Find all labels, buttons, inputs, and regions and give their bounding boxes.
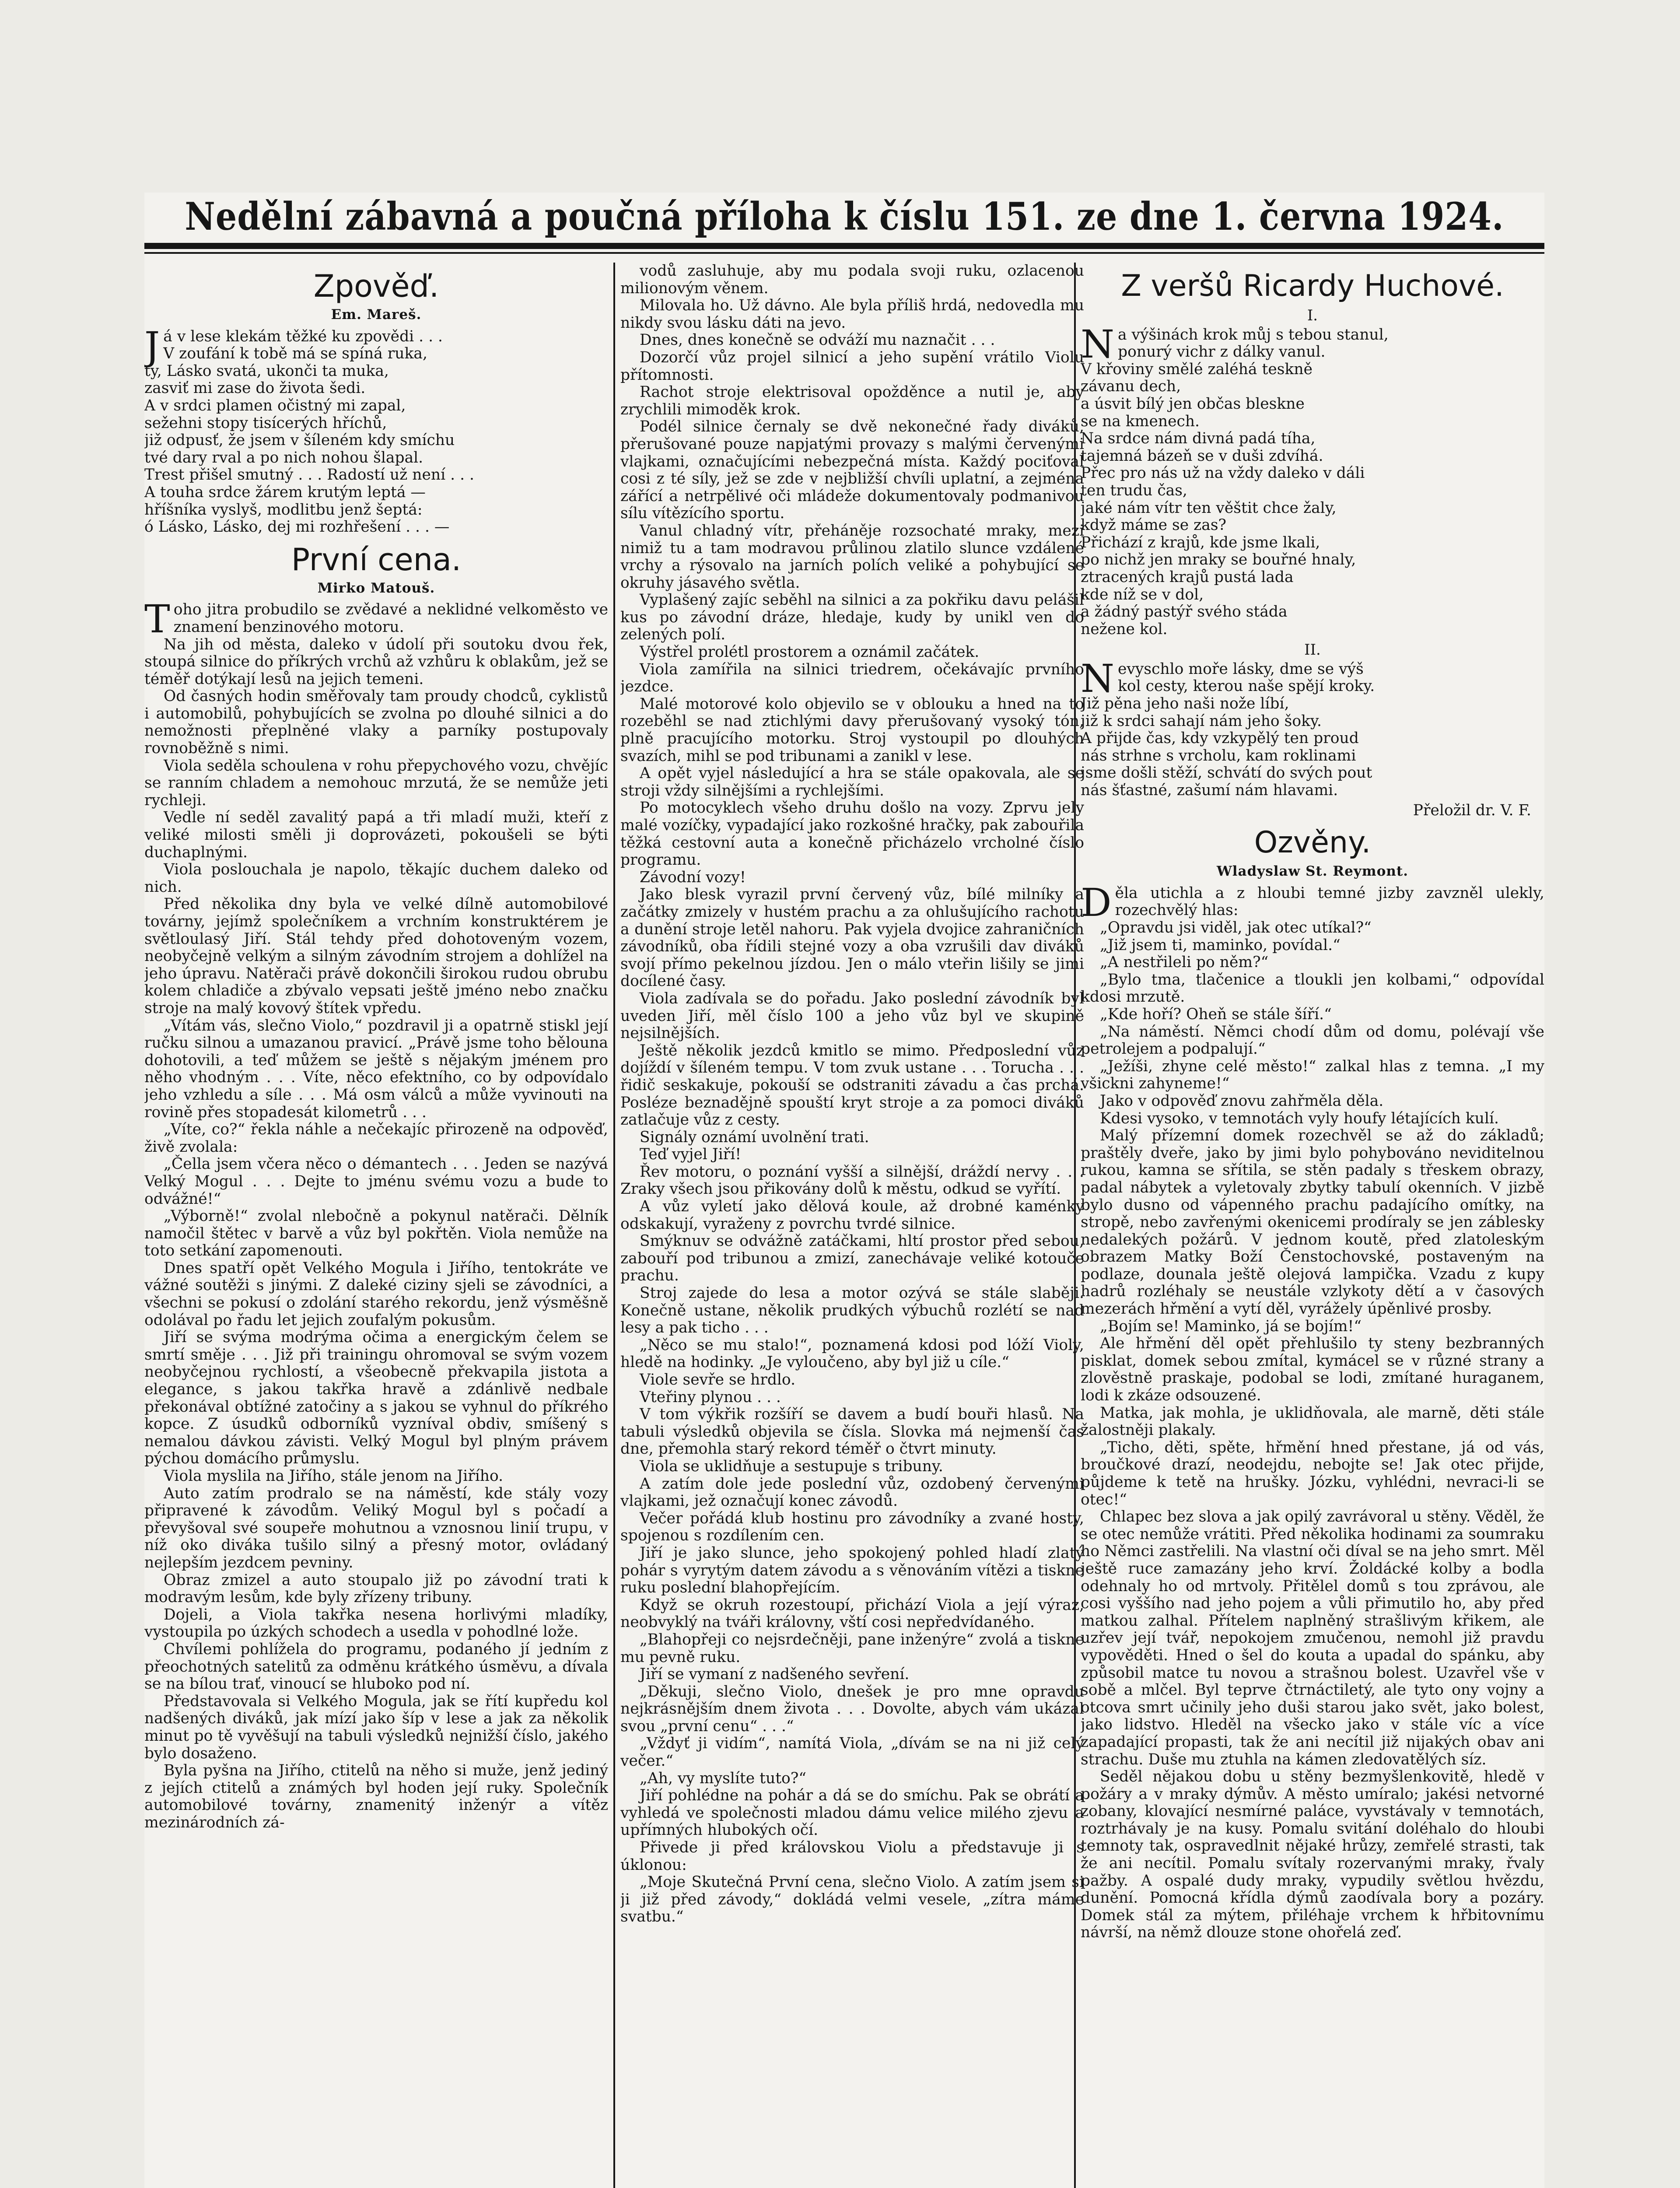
paragraph: Chlapec bez slova a jak opilý zavrávoral u stěny. Věděl, že se otec nemůže vrátiti. Před několika hodinami za soumraku ho Němci zastřelili. Na vlastní oči díval se na jeho smrt. Měl ještě ruce zamazány jeho krví. Žoldácké kolby a bodla odehnaly ho od mrtvoly. Přitělel domů s tou zprávou, ale cosi vyššího nad jeho pojem a vůli přimutilo ho, aby před matkou zalhal. Přítelem naplněný strašlivým křikem, ale uzřev její tvář, nepokojem zmučenou, nemohl již pravdu vypověděti. Hned o šel do kouta a upadal do spánku, aby způsobil matce tu novou a strašnou bolest. Uzavřel vše v sobě a mlčel. Byl teprve čtrnáctiletý, ale tyto ony vojny a otcova smrt učinily jeho duši starou jako svět, jako bolest, jako lidstvo. Hleděl na všecko jako v stále víc a více zapadající propasti, tak že ani necítil již nijakých obav ani strachu. Duše mu ztuhla na kámen zledovatělých síz. <box>1081 1508 1544 1768</box>
poem-stanza: A v srdci plamen očistný mi zapal, sežehni stopy tisícerých hříchů, již odpusť, že jsem v šíleném kdy smíchu tvé dary rval a po nich nohou šlapal. <box>144 396 455 466</box>
paragraph: Po motocyklech všeho druhu došlo na vozy. Zprvu jely malé vozíčky, vypadající jako rozkošné hračky, pak zabouřila těžká cestovní auta a konečně přicházelo vrcholné číslo programu. <box>620 799 1084 869</box>
paragraph: Obraz zmizel a auto stoupalo již po závodní trati k modravým lesům, kde byly zřízeny tribuny. <box>144 1571 608 1606</box>
paragraph: Stroj zajede do lesa a motor ozývá se stále slaběji. Konečně ustane, několik prudkých výbuchů rozlétí se nad lesy a pak ticho . . . <box>620 1284 1084 1337</box>
paragraph: „Něco se mu stalo!“, poznamená kdosi pod lóží Violy, hledě na hodinky. „Je vyloučeno, aby byl již u cíle.“ <box>620 1336 1084 1371</box>
drop-cap: N <box>1081 656 1114 701</box>
paragraph: Malý přízemní domek rozechvěl se až do základů; praštěly dveře, jako by jimi bylo pohybováno neviditelnou rukou, kamna se sřítila, se stěn padaly s třeskem obrazy, padal nábytek a vyletovaly zbytky tabulí okenních. V jizbě bylo dusno od vápenného prachu padajícího omítky, na stropě, nebo zavřenými okenicemi prodíraly se jen záblesky nedalekých požárů. V jednom koutě, před zlatoleským obrazem Matky Boží Čenstochovské, postaveným na podlaze, dounala ještě olejová lampička. Vzadu z kupy hadrů rozléhaly se neustále vzlykoty dětí a v časových mezerách hřmění a vytí děl, vyrážely úpěnlivé prosby. <box>1081 1127 1544 1318</box>
paragraph: Smýknuv se odvážně zatáčkami, hltí prostor před sebou, zabouří pod tribunou a zmizí, zanechávaje veliké kotouče prachu. <box>620 1232 1084 1285</box>
paragraph: Řev motoru, o poznání vyšší a silnější, dráždí nervy . . . Zraky všech jsou přikovány dolů k městu, odkud se vyřítí. <box>620 1163 1084 1198</box>
paragraph: A zatím dole jede poslední vůz, ozdobený červenými vlajkami, jež označují konec závodů. <box>620 1475 1084 1510</box>
drop-cap: N <box>1081 321 1114 367</box>
poem-stanza: Já v lese klekám těžké ku zpovědi . . . V zoufání k tobě má se spíná ruka, ty, Lásko svatá, ukonči ta muka, zasviť mi zase do života šedi. <box>144 323 443 397</box>
paragraph: Viole sevře se hrdlo. <box>640 1371 796 1389</box>
story-prvni-cena <box>144 542 608 1832</box>
paragraph: Milovala ho. Už dávno. Ale byla příliš hrdá, nedovedla mu nikdy svou lásku dáti na jevo. <box>620 297 1084 332</box>
newspaper-page <box>144 193 1544 2188</box>
paragraph: Viola myslila na Jiřího, stále jenom na Jiřího. <box>164 1467 504 1485</box>
paragraph: Od časných hodin směřovaly tam proudy chodců, cyklistů i automobilů, pohybujících se zvolna po dlouhé silnici a do nemožnosti přeplněné vlaky a parníky postupovaly rovnoběžně s nimi. <box>144 687 608 757</box>
poem-title: Z veršů Ricardy Huchové. <box>1121 269 1504 303</box>
paragraph: Před několika dny byla ve velké dílně automobilové továrny, jejímž společníkem a vrchním konstruktérem je světloulasý Jiří. Stál tehdy před dohotoveným vozem, neobyčejně velkým a silným závodním strojem a dohlížel na jeho úpravu. Natěrači právě dokončili širokou rudou obrubu kolem chladiče a zbývalo vepsati ještě jméno nebo značku stroje na malý kovový štítek vpředu. <box>144 895 608 1017</box>
column-2 <box>620 263 1084 2188</box>
paragraph: „Kde hoří? Oheň se stále šíří.“ <box>1100 1005 1332 1023</box>
story-body <box>144 596 608 1831</box>
translator-credit: Přeložil dr. V. F. <box>1413 801 1531 819</box>
paragraph: Výstřel prolétl prostorem a oznámil začátek. <box>640 643 980 661</box>
masthead-rule-thin <box>144 252 1544 254</box>
paragraph: Podél silnice černaly se dvě nekonečné řady diváků, přerušované pouze napjatými provazy s malými červenými vlajkami, označujícími nebezpečná místa. Každý pociťoval cosi z té síly, jež se zde v nejbližší chvíli uplatní, a zejména zářící a netrpělivé oči mládeže dokumentovaly podmanivou sílu vítězícího sportu. <box>620 418 1084 522</box>
paragraph: „Ah, vy myslíte tuto?“ <box>640 1769 806 1787</box>
paragraph: Viola poslouchala je napolo, těkajíc duchem daleko od nich. <box>144 861 608 896</box>
paragraph: Dnes spatří opět Velkého Mogula i Jiřího, tentokráte ve vážné soutěži s jinými. Z daleké ciziny sjeli se závodníci, a všechni se pokusí o zdolání starého rekordu, jenž výsměšně odolával po řadu let jejich zoufalým pokusům. <box>144 1259 608 1329</box>
paragraph: Auto zatím prodralo se na náměstí, kde stály vozy připravené k závodům. Veliký Mogul byl s počadí a převyšoval své soupeře mohutnou a vznosnou linií trupu, v níž oko diváka tušilo silný a přesný motor, ovládaný nejlepším jezdcem pevniny. <box>144 1484 608 1571</box>
paragraph: Viola seděla schoulena v rohu přepychového vozu, chvějíc se ranním chladem a nemohouc mrzutá, že se nemůže jeti rychleji. <box>144 757 608 809</box>
story-author: Mirko Matouš. <box>317 580 435 596</box>
paragraph: V tom výkřik rozšíří se davem a budí bouři hlasů. Na tabuli výsledků objevila se čísla. Slovka má nejmenší čas dne, přemohla starý rekord téměř o čtvrt minuty. <box>620 1406 1084 1458</box>
paragraph: Jiří pohlédne na pohár a dá se do smíchu. Pak se obrátí a vyhledá ve společnosti mladou dámu velice milého zjevu a upřímných hlubokých očí. <box>620 1787 1084 1839</box>
paragraph: „Bylo tma, tlačenice a tloukli jen kolbami,“ odpovídal kdosi mrzutě. <box>1081 971 1544 1006</box>
poem-stanza: Na srdce nám divná padá tíha, tajemná bázeň se v duši zdvíhá. Přec pro nás už na vždy daleko v dáli ten trudu čas, jaké nám vítr ten věštit chce žaly, když máme se zas? <box>1081 430 1365 534</box>
poem-huchova <box>1081 269 1544 819</box>
paragraph: „Víte, co?“ řekla náhle a nečekajíc přirozeně na odpověď, živě zvolala: <box>144 1121 608 1156</box>
paragraph: Děla utichla a z hloubi temné jizby zavzněl ulekly, rozechvělý hlas: <box>1081 880 1544 925</box>
paragraph: A opět vyjel následující a hra se stále opakovala, ale se stroji vždy silnějšími a rychlejšími. <box>620 764 1084 799</box>
poem-stanza: Nevyschlo moře lásky, dme se výš kol cesty, kterou naše spějí kroky. Již pěna jeho naši nože líbí, již k srdci sahají nám jeho šoky. A přijde čas, kdy vzkypělý ten proud nás strhne s vrcholu, kam roklinami jsme došli stěží, schvátí do svých pout nás šťastné, zašumí nám hlavami. <box>1081 656 1375 799</box>
paragraph: Jiří se svýma modrýma očima a energickým čelem se smrtí směje . . . Již při trainingu ohromoval se svým vozem neobyčejnou rychlostí, a všeobecně překvapila jistota a elegance, s jakou takřka hravě a zdánlivě nedbale překonával obtížné zatočiny a s jakou se vyhnul do příkrého kopce. Z úsudků odborníků vyzníval obdiv, smíšený s nemalou dávkou závisti. Velký Mogul byl plným právem pýchou domácího průmyslu. <box>144 1329 608 1468</box>
paragraph: Na jih od města, daleko v údolí při soutoku dvou řek, stoupá silnice do příkrých vrchů až vzhůru k oblakům, jež se téměř dotýkají lesů na jejich temeni. <box>144 635 608 688</box>
paragraph: Toho jitra probudilo se zvědavé a neklidné velkoměsto ve znamení benzinového motoru. <box>144 596 608 642</box>
paragraph: Viola se uklidňuje a sestupuje s tribuny. <box>640 1457 943 1475</box>
drop-cap: T <box>144 596 170 642</box>
paragraph: „Ticho, děti, spěte, hřmění hned přestane, já od vás, broučkové drazí, neodejdu, nebojte se! Jak otec přijde, půjdeme k tetě na hrušky. Józku, vyhlédni, nevraci-li se otec!“ <box>1081 1438 1544 1508</box>
paragraph: Když se okruh rozestoupí, přichází Viola a její výraz, neobvyklý na tváři královny, vští cosi nepředvídaného. <box>620 1596 1084 1631</box>
column-divider <box>613 263 615 2188</box>
paragraph: „Blahopřeji co nejsrdečněji, pane inženýre“ zvolá a tiskne mu pevně ruku. <box>620 1630 1084 1666</box>
paragraph: „Čella jsem včera něco o démantech . . . Jeden se nazývá Velký Mogul . . . Dejte to jménu svému vozu a bude to odvážné!“ <box>144 1155 608 1208</box>
paragraph: „Bojím se! Maminko, já se bojím!“ <box>1100 1317 1362 1335</box>
story-title: První cena. <box>291 541 462 578</box>
masthead: Nedělní zábavná a poučná příloha k číslu 151. ze dne 1. června 1924. <box>185 194 1504 239</box>
paragraph: „A nestřileli po něm?“ <box>1100 954 1269 971</box>
paragraph: „Vítám vás, slečno Violo,“ pozdravil ji a opatrně stiskl její ručku silnou a umazanou pravicí. „Právě jsme toho bělouna dohotovili, a teď můžem se ještě s nějakým jménem pro něho vhodným . . . Víte, něco efektního, co by odpovídalo jeho vzhledu a síle . . . Má osm válců a může vyvinouti na rovině přes stopadesát kilometrů . . . <box>144 1017 608 1121</box>
paragraph: Ale hřmění děl opět přehlušilo ty steny bezbranných pisklat, domek sebou zmítal, kymácel se v různé strany a zlověstně praskaje, podobal se lodi, zmítané huraganem, lodi k zkáze odsouzené. <box>1081 1335 1544 1405</box>
story-author: Wladyslaw St. Reymont. <box>1216 863 1409 880</box>
paragraph: Viola zamířila na silnici triedrem, očekávajíc prvního jezdce. <box>620 660 1084 696</box>
paragraph: „Výborně!“ zvolal nlebočně a pokynul natěrači. Dělník namočil štětec v barvě a vůz byl pokřtěn. Viola nemůže na toto setkání zapomenouti. <box>144 1207 608 1260</box>
paragraph: Vyplašený zajíc seběhl na silnici a za pokřiku davu pelášil kus po závodní dráze, hledaje, kudy by unikl ven do zelených polí. <box>620 591 1084 644</box>
paragraph: Kdesi vysoko, v temnotách vyly houfy létajících kulí. <box>1100 1109 1499 1127</box>
paragraph: Jiří je jako slunce, jeho spokojený pohled hladí zlatý pohár s vyrytým datem závodu a s věnováním vítězi a tiskne ruku poslední blahopřejícím. <box>620 1544 1084 1597</box>
story-ozveny <box>1081 825 1544 1942</box>
poem-part-number: II. <box>1304 641 1321 659</box>
masthead-rule-thick <box>144 243 1544 249</box>
paragraph: Představovala si Velkého Mogula, jak se řítí kupředu kol nadšených diváků, jak mízí jako šíp v lese a jak za několik minut po tě vyvěšují na tabuli výsledků nejnižší číslo, jakého bylo dosaženo. <box>144 1692 608 1762</box>
paragraph: Viola zadívala se do pořadu. Jako poslední závodník byl uveden Jiří, měl číslo 100 a jeho vůz byl ve skupině nejsilnějších. <box>620 989 1084 1042</box>
paragraph: Vanul chladný vítr, přeháněje rozsochaté mraky, mezi nimiž tu a tam modravou průlinou zlatilo slunce vzdálené vrchy a rýsovalo na jarních polích veliké a pohybující se okruhy jásavého světla. <box>620 522 1084 592</box>
poem-stanza: Na výšinách krok můj s tebou stanul, ponurý vichr z dálky vanul. V křoviny smělé zaléhá teskně závanu dech, a úsvit bílý jen občas bleskne se na kmenech. <box>1081 321 1389 430</box>
paragraph: Jako blesk vyrazil první červený vůz, bílé milníky a začátky zmizely v hustém prachu a za ohlušujícího rachotu a dunění stroje letěl nahoru. Pak vyjela dvojice zahraničních závodníků, oba řídili stejné vozy a oba vzrušili dav diváků svojí přímo pekelnou jízdou. Jen o málo vteřin lišily se jimi docílené časy. <box>620 886 1084 990</box>
paragraph: A vůz vyletí jako dělová koule, až drobné kaménky odskakují, vyraženy z povrchu tvrdé silnice. <box>620 1198 1084 1233</box>
paragraph: „Vždyť ji vidím“, namítá Viola, „dívám se na ni již celý večer.“ <box>620 1735 1084 1770</box>
paragraph: Závodní vozy! <box>640 868 746 886</box>
poem-title: Zpověď. <box>313 268 439 304</box>
story-title: Ozvěny. <box>1254 825 1371 860</box>
poem-author: Em. Mareš. <box>331 307 422 323</box>
paragraph: Přivede ji před královskou Violu a představuje ji s úklonou: <box>620 1839 1084 1874</box>
paragraph: „Děkuji, slečno Violo, dnešek je pro mne opravdu nejkrásnějším dnem života . . . Dovolte, abych vám ukázal svou „první cenu“ . . .“ <box>620 1683 1084 1735</box>
paragraph: Matka, jak mohla, je uklidňovala, ale marně, děti stále žalostněji plakaly. <box>1081 1404 1544 1439</box>
paragraph: Dozorčí vůz projel silnicí a jeho supění vrátilo Violu přítomnosti. <box>620 348 1084 384</box>
paragraph: Jako v odpověď znovu zahřměla děla. <box>1100 1092 1384 1110</box>
paragraph: Byla pyšna na Jiřího, ctitelů na něho si muže, jenž jediný z jejích ctitelů a známých byl hoden její ruky. Společník automobilové továrny, znamenitý inženýr a vítěz mezinárodních zá- <box>144 1762 608 1831</box>
story-continuation <box>620 263 1084 1926</box>
paragraph: Dojeli, a Viola takřka nesena horlivými mladíky, vystoupila po úzkých schodech a usedla v pohodlné lože. <box>144 1606 608 1641</box>
paragraph: „Již jsem ti, maminko, povídal.“ <box>1100 936 1340 954</box>
drop-cap: J <box>144 323 160 368</box>
paragraph: vodů zasluhuje, aby mu podala svoji ruku, ozlacenou milionovým věnem. <box>620 263 1084 297</box>
poem-stanza: Trest přišel smutný . . . Radostí už není . . . A touha srdce žárem krutým leptá — hříšníka vyslyš, modlitbu jenž šeptá: ó Lásko, Lásko, dej mi rozhřešení . . . — <box>144 466 474 536</box>
paragraph: Malé motorové kolo objevilo se v oblouku a hned na to rozeběhl se nad ztichlými davy přerušovaný vysoký tón, plně pracujícího motorku. Stroj vystoupil po dlouhých svazích, mihl se pod tribunami a zanikl v lese. <box>620 695 1084 765</box>
paragraph: Ještě několik jezdců kmitlo se mimo. Předposlední vůz dojíždí v šíleném tempu. V tom zvuk ustane . . . Torucha . . . řidič seskakuje, pokouší se odstraniti závadu a čas prchá. Posléze beznadějně spouští kryt stroje a za pomoci diváků zatlačuje vůz z cesty. <box>620 1041 1084 1129</box>
paragraph: „Ježíši, zhyne celé město!“ zalkal hlas z temna. „I my všickni zahyneme!“ <box>1081 1057 1544 1093</box>
paragraph: Jiří se vymaní z nadšeného sevření. <box>640 1666 910 1683</box>
story-body <box>1081 880 1544 1942</box>
drop-cap: D <box>1081 880 1112 925</box>
paragraph: „Moje Skutečná První cena, slečno Violo. A zatím jsem si ji již před závody,“ dokládá velmi vesele, „zítra máme svatbu.“ <box>620 1873 1084 1926</box>
paragraph: Vteřiny plynou . . . <box>640 1388 781 1406</box>
paragraph: Chvílemi pohlížela do programu, podaného jí jedním z přeochotných satelitů za odměnu krátkého úsměvu, a dívala se na bílou trať, vinoucí se hluboko pod ní. <box>144 1640 608 1693</box>
paragraph: „Opravdu jsi viděl, jak otec utíkal?“ <box>1100 919 1372 936</box>
poem-part-number: I. <box>1307 307 1318 324</box>
paragraph: Rachot stroje elektrisoval opožděnce a nutil je, aby zrychlili mimoděk krok. <box>620 383 1084 418</box>
paragraph: Seděl nějakou dobu u stěny bezmyšlenkovitě, hledě v požáry a v mraky dýmův. A město umíralo; jakési netvorné zobany, klovající nesmírné paláce, vyvstávaly v temnotách, roztrhávaly je na kusy. Pomalu svitání doléhalo do hloubi temnoty tak, ospravedlnit nějaké hrůzy, zemřelé strasti, tak že ani necítil. Pomalu svítaly rozervanými mraky, řvaly pažby. A ospalé dudy mraky, vypudily světlou hvězdu, dunění. Pomocná křídla dýmů zaodívala bory a pozáry. Domek stál za mýtem, přiléhaje vrchem k hřbitovnímu návrší, na němž dlouze stone ohořelá zeď. <box>1081 1768 1544 1942</box>
poem-zpoved <box>144 269 608 536</box>
paragraph: „Na náměstí. Němci chodí dům od domu, polévají vše petrolejem a podpalují.“ <box>1081 1023 1544 1058</box>
poem-stanza: Přichází z krajů, kde jsme lkali, po nichž jen mraky se bouřné hnaly, ztracených krajů pustá lada kde níž se v dol, a žádný pastýř svého stáda nežene kol. <box>1081 533 1356 638</box>
column-1 <box>144 263 608 2188</box>
paragraph: Večer pořádá klub hostinu pro závodníky a zvané hosty, spojenou s rozdílením cen. <box>620 1509 1084 1545</box>
paragraph: Vedle ní seděl zavalitý papá a tři mladí muži, kteří z veliké milosti směli ji doprovázeti, pokoušeli se býti duchaplnými. <box>144 809 608 861</box>
column-3 <box>1081 263 1544 2188</box>
paragraph: Dnes, dnes konečně se odváží mu naznačit . . . <box>640 331 995 349</box>
paragraph: Teď vyjel Jiří! <box>640 1146 742 1164</box>
paragraph: Signály oznámí uvolnění trati. <box>640 1128 869 1146</box>
